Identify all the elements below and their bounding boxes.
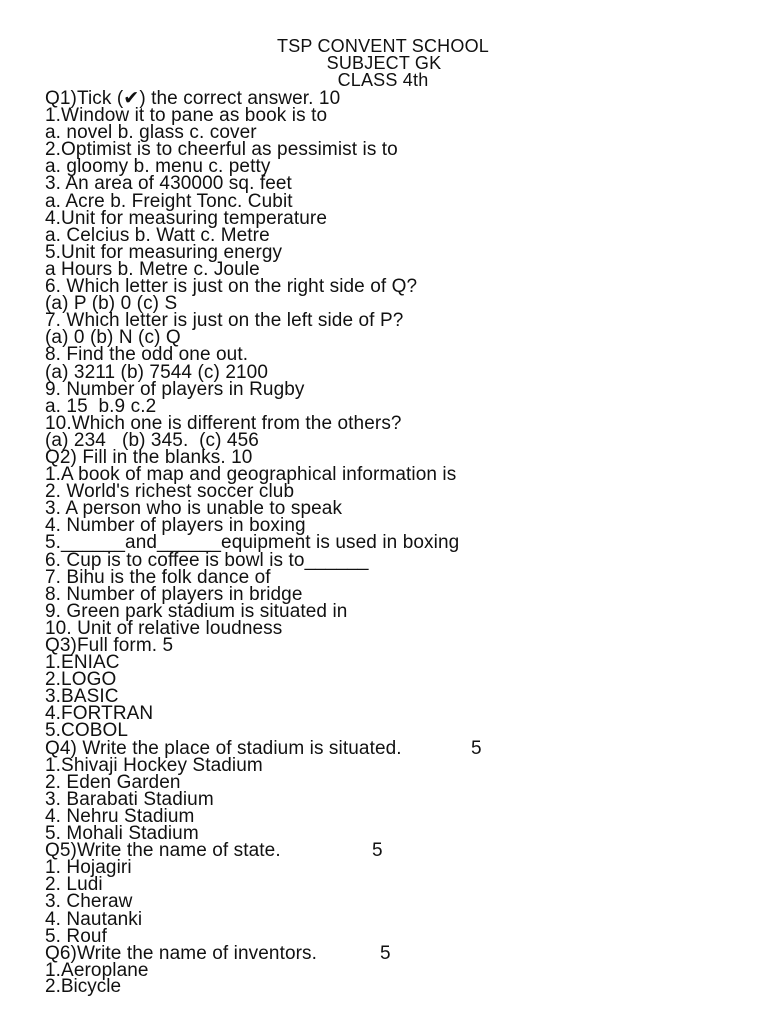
q1-options: a. Acre b. Freight Tonc. Cubit bbox=[45, 190, 293, 212]
q5-item: 3. Cheraw bbox=[45, 891, 133, 913]
q3-item: 5.COBOL bbox=[45, 720, 129, 742]
q4-heading-row bbox=[45, 737, 745, 759]
q5-item: 2. Ludi bbox=[45, 874, 103, 896]
q6-heading-row bbox=[45, 942, 745, 964]
q1-options: (a) 0 (b) N (c) Q bbox=[45, 327, 181, 349]
q2-item: 3. A person who is unable to speak bbox=[45, 498, 343, 520]
q2-item: 4. Number of players in boxing bbox=[45, 515, 306, 537]
q1-item: 2.Optimist is to cheerful as pessimist is to bbox=[45, 139, 398, 161]
cut-off-line bbox=[45, 976, 125, 997]
q1-item: 1.Window it to pane as book is to bbox=[45, 105, 328, 127]
q1-options: (a) 3211 (b) 7544 (c) 2100 bbox=[45, 361, 268, 383]
q2-item: 2. World's richest soccer club bbox=[45, 481, 295, 503]
q1-item: 3. An area of 430000 sq. feet bbox=[45, 173, 292, 195]
q1-item: 9. Number of players in Rugby bbox=[45, 378, 305, 400]
subject-title: SUBJECT GK bbox=[326, 53, 442, 73]
q6-item-partial: 2.Bicycle bbox=[45, 976, 122, 997]
q2-item: 1.A book of map and geographical information is bbox=[45, 464, 457, 486]
q6-marks: 5 bbox=[380, 942, 391, 964]
q2-item: 10. Unit of relative loudness bbox=[45, 617, 283, 639]
q1-options: (a) 234 (b) 345. (c) 456 bbox=[45, 429, 259, 451]
q4-item: 1.Shivaji Hockey Stadium bbox=[45, 754, 263, 776]
q5-item: 5. Rouf bbox=[45, 925, 107, 947]
q1-item: 10.Which one is different from the others? bbox=[45, 412, 402, 434]
school-name: TSP CONVENT SCHOOL bbox=[277, 36, 489, 56]
q3-item: 2.LOGO bbox=[45, 669, 117, 691]
q1-item: 8. Find the odd one out. bbox=[45, 344, 249, 366]
q1-options: a. novel b. glass c. cover bbox=[45, 122, 257, 144]
q3-item: 3.BASIC bbox=[45, 686, 119, 708]
q2-heading: Q2) Fill in the blanks. 10 bbox=[45, 446, 253, 468]
q2-item: 9. Green park stadium is situated in bbox=[45, 600, 348, 622]
worksheet-header bbox=[0, 38, 768, 89]
q4-item: 4. Nehru Stadium bbox=[45, 805, 195, 827]
q1-item: 6. Which letter is just on the right side of Q? bbox=[45, 276, 418, 298]
q2-item: 7. Bihu is the folk dance of bbox=[45, 566, 271, 588]
q1-heading: Q1)Tick (✔) the correct answer. 10 bbox=[45, 88, 341, 109]
q5-heading: Q5)Write the name of state. bbox=[45, 840, 281, 862]
q1-options: a Hours b. Metre c. Joule bbox=[45, 258, 260, 280]
q5-item: 1. Hojagiri bbox=[45, 857, 132, 879]
q2-item: 6. Cup is to coffee is bowl is to______ bbox=[45, 549, 369, 571]
q1-options: a. gloomy b. menu c. petty bbox=[45, 156, 271, 178]
q2-item: 8. Number of players in bridge bbox=[45, 583, 303, 605]
q2-item: 5.______and______equipment is used in boxing bbox=[45, 532, 460, 554]
q5-heading-row bbox=[45, 840, 745, 862]
q1-item: 4.Unit for measuring temperature bbox=[45, 207, 327, 229]
question-list bbox=[45, 90, 745, 979]
q6-heading: Q6)Write the name of inventors. bbox=[45, 942, 318, 964]
q1-options: a. 15 b.9 c.2 bbox=[45, 395, 157, 417]
q5-marks: 5 bbox=[372, 840, 383, 862]
q4-item: 2. Eden Garden bbox=[45, 771, 181, 793]
q4-marks: 5 bbox=[471, 737, 482, 759]
q3-item: 1.ENIAC bbox=[45, 652, 120, 674]
q1-item: 5.Unit for measuring energy bbox=[45, 241, 283, 263]
q1-options: (a) P (b) 0 (c) S bbox=[45, 293, 178, 315]
q4-heading: Q4) Write the place of stadium is situated. bbox=[45, 737, 402, 759]
q5-item: 4. Nautanki bbox=[45, 908, 143, 930]
q6-item: 1.Aeroplane bbox=[45, 959, 149, 981]
q1-options: a. Celcius b. Watt c. Metre bbox=[45, 224, 270, 246]
q3-item: 4.FORTRAN bbox=[45, 703, 154, 725]
q1-item: 7. Which letter is just on the left side of P? bbox=[45, 310, 404, 332]
q4-item: 5. Mohali Stadium bbox=[45, 823, 199, 845]
q3-heading: Q3)Full form. 5 bbox=[45, 635, 174, 656]
class-title: CLASS 4th bbox=[337, 70, 429, 90]
q4-item: 3. Barabati Stadium bbox=[45, 788, 214, 810]
